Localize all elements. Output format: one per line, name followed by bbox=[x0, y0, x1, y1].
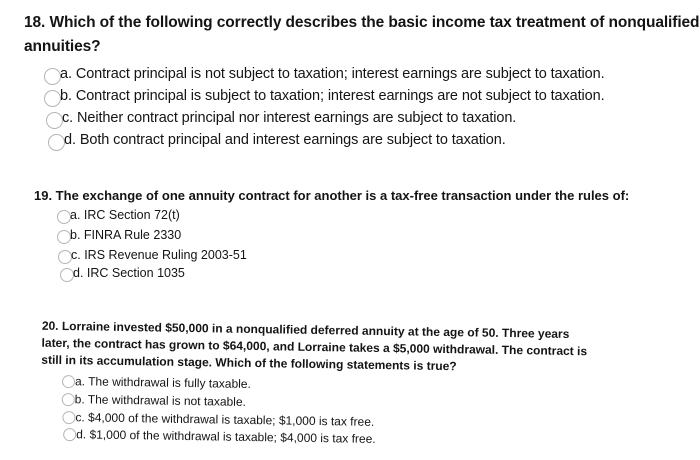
question-19-option-b[interactable]: b. FINRA Rule 2330 bbox=[70, 228, 182, 242]
question-19-option-a-radio[interactable] bbox=[57, 210, 71, 224]
question-20-option-c-radio[interactable] bbox=[62, 411, 75, 424]
question-18-option-b-radio[interactable] bbox=[44, 90, 61, 107]
question-20-option-b-radio[interactable] bbox=[62, 393, 75, 406]
question-20-option-c[interactable]: c. $4,000 of the withdrawal is taxable; $1,000 is tax free. bbox=[75, 410, 375, 429]
question-20-option-b[interactable]: b. The withdrawal is not taxable. bbox=[74, 392, 247, 409]
question-18-text-line-1: 18. Which of the following correctly describes the basic income tax treatment of nonqualified bbox=[24, 14, 700, 31]
question-20-option-d[interactable]: d. $1,000 of the withdrawal is taxable; $4,000 is tax free. bbox=[76, 427, 376, 446]
question-18-text-line-2: annuities? bbox=[24, 38, 101, 55]
question-18-option-c-radio[interactable] bbox=[46, 112, 63, 129]
question-19-option-c[interactable]: c. IRS Revenue Ruling 2003-51 bbox=[71, 248, 247, 262]
question-18-option-d[interactable]: d. Both contract principal and interest earnings are subject to taxation. bbox=[64, 132, 506, 148]
question-19-option-c-radio[interactable] bbox=[58, 250, 72, 264]
question-19-option-d-radio[interactable] bbox=[60, 268, 74, 282]
question-19-option-b-radio[interactable] bbox=[57, 230, 71, 244]
question-18-option-a[interactable]: a. Contract principal is not subject to taxation; interest earnings are subject to taxation. bbox=[60, 66, 605, 82]
question-18-option-d-radio[interactable] bbox=[48, 134, 65, 151]
question-19-option-d[interactable]: d. IRC Section 1035 bbox=[73, 266, 185, 280]
question-19-option-a[interactable]: a. IRC Section 72(t) bbox=[70, 208, 180, 222]
question-18-option-c[interactable]: c. Neither contract principal nor interest earnings are subject to taxation. bbox=[62, 110, 517, 126]
question-20-option-a[interactable]: a. The withdrawal is fully taxable. bbox=[74, 374, 251, 391]
question-18-option-a-radio[interactable] bbox=[44, 68, 61, 85]
question-20-text-line-3: still in its accumulation stage. Which of the following statements is true? bbox=[41, 352, 457, 374]
question-20-option-a-radio[interactable] bbox=[62, 375, 75, 388]
question-20-option-d-radio[interactable] bbox=[63, 428, 76, 441]
question-20-text-line-1: 20. Lorraine invested $50,000 in a nonqualified deferred annuity at the age of 50. Three years bbox=[41, 318, 570, 341]
question-18-option-b[interactable]: b. Contract principal is subject to taxation; interest earnings are not subject to taxation. bbox=[60, 88, 605, 104]
question-19-text-line-1: 19. The exchange of one annuity contract for another is a tax-free transaction under the rules of: bbox=[34, 188, 630, 203]
question-20-text-line-2: later, the contract has grown to $64,000, and Lorraine takes a $5,000 withdrawal. The contract is bbox=[41, 335, 588, 359]
